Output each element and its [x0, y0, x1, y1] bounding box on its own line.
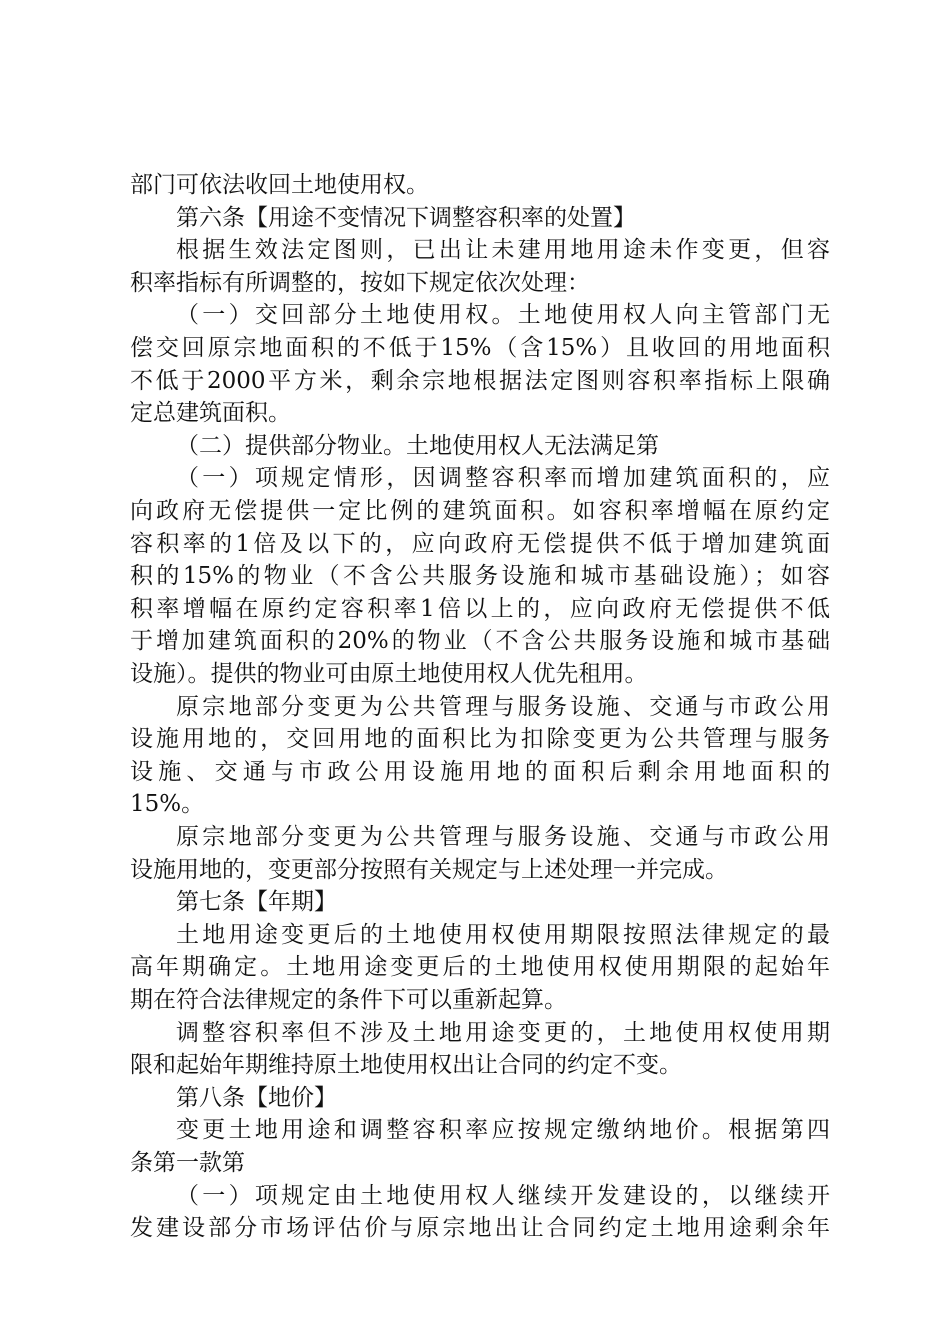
text-line: 条第一款第	[130, 1150, 245, 1176]
text-line: 部门可依法收回土地使用权。	[130, 172, 429, 198]
text-line: 设施用地的，交回用地的面积比为扣除变更为公共管理与服务	[130, 726, 830, 753]
text-line: 设施）。提供的物业可由原土地使用权人优先租用。	[130, 661, 648, 687]
text-line: 第六条【用途不变情况下调整容积率的处置】	[176, 204, 636, 231]
text-line: 发建设部分市场评估价与原宗地出让合同约定土地用途剩余年	[130, 1215, 830, 1242]
text-line: 变更土地用途和调整容积率应按规定缴纳地价。根据第四	[176, 1117, 830, 1144]
text-line: 偿交回原宗地面积的不低于15%（含15%）且收回的用地面积	[130, 335, 830, 361]
text-line: 15%。	[130, 791, 205, 818]
text-line: 限和起始年期维持原土地使用权出让合同的约定不变。	[130, 1052, 682, 1079]
text-line: 设施、交通与市政公用设施用地的面积后剩余用地面积的	[130, 758, 830, 785]
text-line: 于增加建筑面积的20%的物业（不含公共服务设施和城市基础	[130, 628, 830, 655]
text-line: 第八条【地价】	[176, 1084, 337, 1111]
text-line: 积率增幅在原约定容积率1倍以上的，应向政府无偿提供不低	[130, 595, 830, 622]
text-line: 原宗地部分变更为公共管理与服务设施、交通与市政公用	[176, 824, 830, 850]
text-line: 期在符合法律规定的条件下可以重新起算。	[130, 987, 567, 1013]
text-line: 向政府无偿提供一定比例的建筑面积。如容积率增幅在原约定	[130, 498, 830, 524]
text-line: （一）交回部分土地使用权。土地使用权人向主管部门无	[176, 302, 830, 329]
text-line: 调整容积率但不涉及土地用途变更的，土地使用权使用期	[176, 1019, 830, 1046]
text-line: 第七条【年期】	[176, 889, 337, 916]
text-line: 原宗地部分变更为公共管理与服务设施、交通与市政公用	[176, 693, 830, 720]
text-line: 积率指标有所调整的，按如下规定依次处理：	[130, 269, 590, 296]
text-line: （一）项规定由土地使用权人继续开发建设的，以继续开	[176, 1182, 830, 1209]
text-line: 根据生效法定图则，已出让未建用地用途未作变更，但容	[176, 237, 830, 264]
text-line: 不低于2000平方米，剩余宗地根据法定图则容积率指标上限确	[130, 367, 830, 394]
text-line: 高年期确定。土地用途变更后的土地使用权使用期限的起始年	[130, 954, 830, 981]
text-line: 设施用地的，变更部分按照有关规定与上述处理一并完成。	[130, 856, 728, 883]
text-line: （一）项规定情形，因调整容积率而增加建筑面积的，应	[176, 465, 830, 492]
text-line: 容积率的1倍及以下的，应向政府无偿提供不低于增加建筑面	[130, 530, 830, 557]
text-line: 定总建筑面积。	[130, 400, 291, 427]
text-line: 积的15%的物业（不含公共服务设施和城市基础设施）；如容	[130, 563, 830, 590]
text-line: （二）提供部分物业。土地使用权人无法满足第	[176, 432, 659, 459]
text-line: 土地用途变更后的土地使用权使用期限按照法律规定的最	[176, 921, 830, 948]
